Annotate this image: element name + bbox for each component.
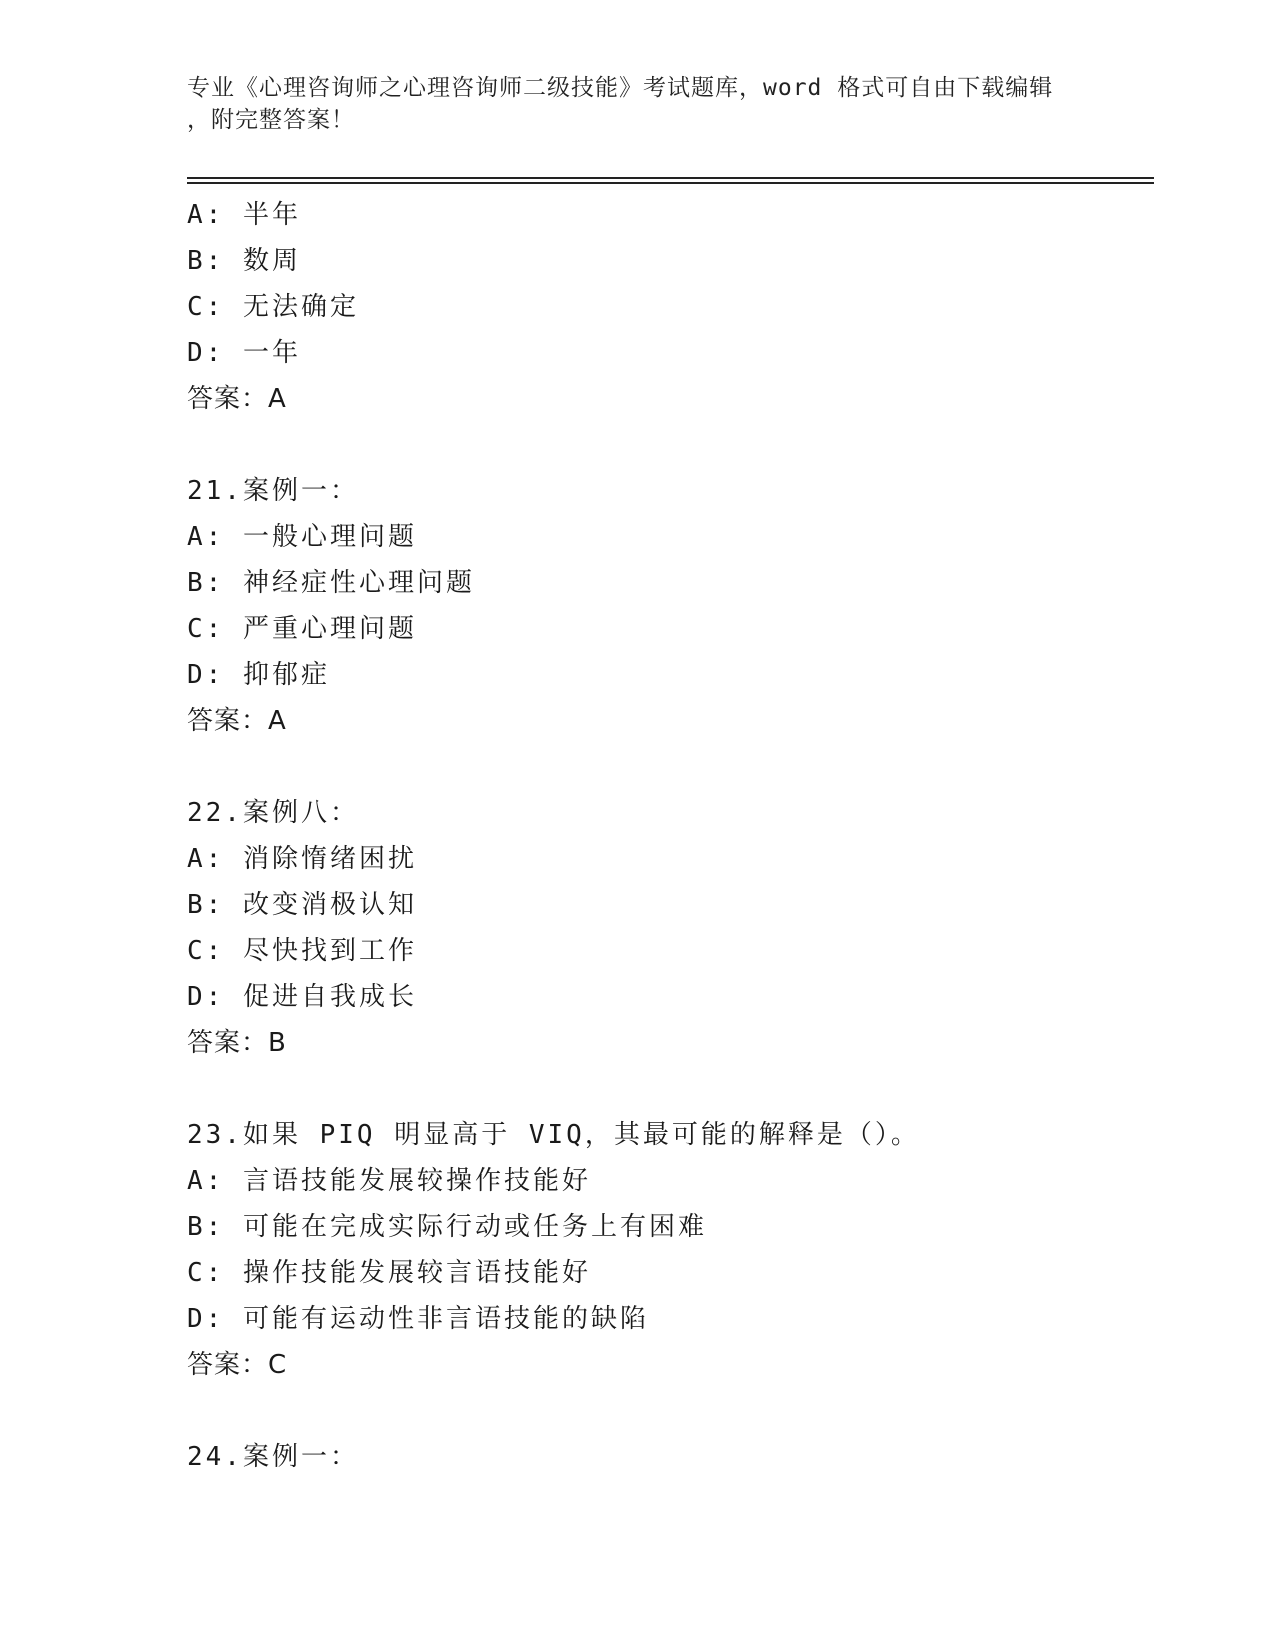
question-block — [187, 468, 1147, 744]
header-divider-top — [187, 177, 1154, 179]
option-b: B: 神经症性心理问题 — [187, 568, 475, 598]
answer-line: 答案：A — [187, 384, 287, 414]
option-c: C: 操作技能发展较言语技能好 — [187, 1258, 591, 1288]
option-a: A: 一般心理问题 — [187, 522, 417, 552]
option-c: C: 严重心理问题 — [187, 614, 417, 644]
option-a: A: 消除惰绪困扰 — [187, 844, 417, 874]
question-text: 21.案例一： — [187, 476, 359, 506]
document-header — [187, 72, 1087, 136]
option-b: B: 可能在完成实际行动或任务上有困难 — [187, 1212, 707, 1242]
question-text: 24.案例一： — [187, 1442, 359, 1472]
question-block — [187, 1434, 1147, 1480]
option-b: B: 数周 — [187, 246, 301, 276]
option-a: A: 言语技能发展较操作技能好 — [187, 1166, 591, 1196]
option-d: D: 促进自我成长 — [187, 982, 417, 1012]
header-title-line-1: 专业《心理咨询师之心理咨询师二级技能》考试题库，word 格式可自由下载编辑 — [187, 75, 1054, 101]
question-text: 22.案例八： — [187, 798, 359, 828]
answer-line: 答案：B — [187, 1028, 287, 1058]
question-list — [187, 192, 1147, 1480]
option-b: B: 改变消极认知 — [187, 890, 417, 920]
question-block — [187, 790, 1147, 1066]
option-a: A: 半年 — [187, 200, 301, 230]
option-c: C: 尽快找到工作 — [187, 936, 417, 966]
option-d: D: 一年 — [187, 338, 301, 368]
question-block — [187, 1112, 1147, 1388]
option-d: D: 抑郁症 — [187, 660, 330, 690]
question-text: 23.如果 PIQ 明显高于 VIQ，其最可能的解释是（）。 — [187, 1120, 920, 1150]
option-c: C: 无法确定 — [187, 292, 359, 322]
question-block — [187, 192, 1147, 422]
header-divider-bottom — [187, 182, 1154, 184]
answer-line: 答案：A — [187, 706, 287, 736]
answer-line: 答案：C — [187, 1350, 288, 1380]
header-title-line-2: ，附完整答案！ — [187, 107, 355, 133]
option-d: D: 可能有运动性非言语技能的缺陷 — [187, 1304, 649, 1334]
